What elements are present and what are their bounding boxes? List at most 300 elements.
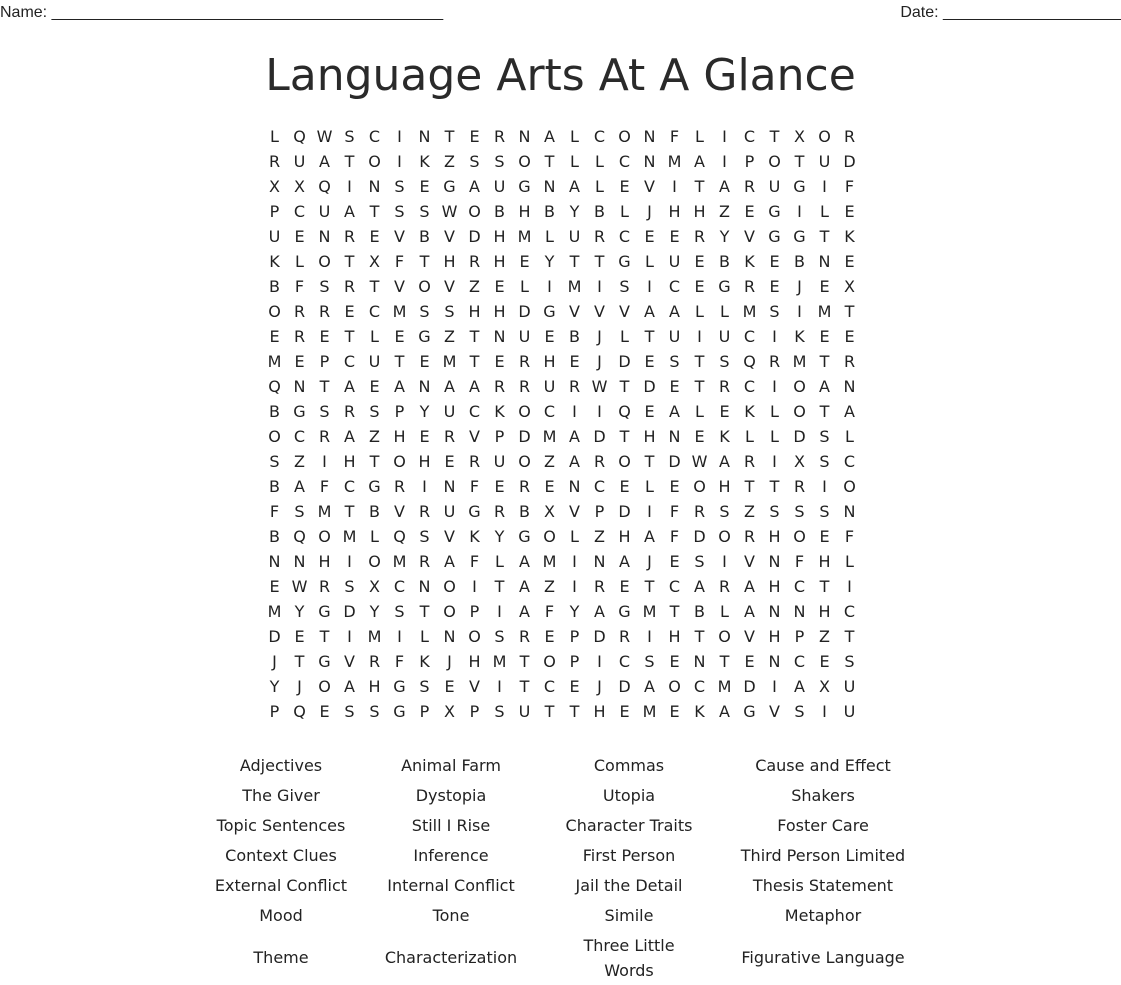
grid-letter[interactable]: T [844,627,855,646]
grid-letter[interactable]: S [394,602,405,621]
grid-letter[interactable]: A [719,702,730,721]
grid-letter[interactable]: G [368,477,381,496]
grid-letter[interactable]: D [593,427,606,446]
grid-letter[interactable]: H [493,252,506,271]
grid-letter[interactable]: K [844,227,855,246]
grid-letter[interactable]: S [794,502,805,521]
grid-letter[interactable]: A [394,377,405,396]
grid-letter[interactable]: L [620,327,629,346]
grid-letter[interactable]: S [819,502,830,521]
grid-letter[interactable]: R [518,477,531,496]
grid-letter[interactable]: O [468,202,481,221]
grid-letter[interactable]: T [569,702,580,721]
grid-letter[interactable]: G [393,677,406,696]
grid-letter[interactable]: E [669,477,680,496]
grid-letter[interactable]: B [494,202,505,221]
grid-letter[interactable]: L [570,152,579,171]
grid-letter[interactable]: A [744,577,755,596]
grid-letter[interactable]: U [518,702,531,721]
grid-letter[interactable]: G [468,502,481,521]
grid-letter[interactable]: O [443,577,456,596]
grid-letter[interactable]: H [493,227,506,246]
grid-letter[interactable]: R [318,302,331,321]
grid-letter[interactable]: E [694,427,705,446]
grid-letter[interactable]: I [772,452,777,471]
grid-letter[interactable]: S [319,277,330,296]
grid-letter[interactable]: T [319,377,330,396]
grid-letter[interactable]: O [518,402,531,421]
grid-letter[interactable]: Y [569,202,580,221]
grid-letter[interactable]: Q [268,377,281,396]
grid-letter[interactable]: I [797,202,802,221]
grid-letter[interactable]: M [792,352,807,371]
grid-letter[interactable]: Q [293,127,306,146]
grid-letter[interactable]: M [492,652,507,671]
grid-letter[interactable]: M [667,152,682,171]
grid-letter[interactable]: N [643,127,656,146]
grid-letter[interactable]: L [370,327,379,346]
grid-letter[interactable]: Q [743,352,756,371]
grid-letter[interactable]: P [419,702,430,721]
grid-letter[interactable]: A [344,427,355,446]
grid-letter[interactable]: S [344,127,355,146]
grid-letter[interactable]: S [269,452,280,471]
grid-letter[interactable]: I [822,177,827,196]
grid-letter[interactable]: R [418,552,431,571]
grid-letter[interactable]: C [343,352,356,371]
grid-letter[interactable]: C [343,477,356,496]
grid-letter[interactable]: E [319,702,330,721]
grid-letter[interactable]: K [794,327,805,346]
grid-letter[interactable]: M [517,227,532,246]
grid-letter[interactable]: K [469,527,480,546]
grid-letter[interactable]: R [418,502,431,521]
grid-letter[interactable]: E [494,477,505,496]
grid-letter[interactable]: A [319,152,330,171]
grid-letter[interactable]: S [719,502,730,521]
grid-letter[interactable]: U [568,227,581,246]
grid-letter[interactable]: S [719,352,730,371]
grid-letter[interactable]: E [819,527,830,546]
grid-letter[interactable]: V [744,227,755,246]
grid-letter[interactable]: F [844,177,855,196]
grid-letter[interactable]: T [619,377,630,396]
grid-letter[interactable]: F [669,127,680,146]
grid-letter[interactable]: O [843,477,856,496]
grid-letter[interactable]: J [447,652,452,671]
grid-letter[interactable]: R [718,577,731,596]
grid-letter[interactable]: R [318,577,331,596]
grid-letter[interactable]: A [344,202,355,221]
grid-letter[interactable]: Y [269,677,280,696]
grid-letter[interactable]: E [644,352,655,371]
grid-letter[interactable]: J [597,327,602,346]
grid-letter[interactable]: U [843,702,856,721]
grid-letter[interactable]: H [668,202,681,221]
grid-letter[interactable]: K [419,652,430,671]
grid-letter[interactable]: D [468,227,481,246]
grid-letter[interactable]: D [343,602,356,621]
grid-letter[interactable]: C [743,377,756,396]
grid-letter[interactable]: R [743,452,756,471]
grid-letter[interactable]: O [318,677,331,696]
grid-letter[interactable]: S [294,502,305,521]
grid-letter[interactable]: S [494,627,505,646]
grid-letter[interactable]: A [519,602,530,621]
grid-letter[interactable]: Y [419,402,430,421]
grid-letter[interactable]: H [343,452,356,471]
grid-letter[interactable]: A [694,577,705,596]
grid-letter[interactable]: L [295,252,304,271]
grid-letter[interactable]: L [570,127,579,146]
grid-letter[interactable]: A [694,152,705,171]
grid-letter[interactable]: S [419,677,430,696]
grid-letter[interactable]: W [441,202,458,221]
grid-letter[interactable]: G [618,252,631,271]
grid-letter[interactable]: F [844,527,855,546]
grid-letter[interactable]: H [468,652,481,671]
grid-letter[interactable]: E [269,327,280,346]
grid-letter[interactable]: X [444,702,455,721]
grid-letter[interactable]: O [368,152,381,171]
grid-letter[interactable]: R [743,527,756,546]
grid-letter[interactable]: N [418,577,431,596]
grid-letter[interactable]: F [669,527,680,546]
grid-letter[interactable]: O [268,427,281,446]
grid-letter[interactable]: O [268,302,281,321]
grid-letter[interactable]: O [393,452,406,471]
grid-letter[interactable]: W [591,377,608,396]
grid-letter[interactable]: S [369,402,380,421]
grid-letter[interactable]: C [843,452,856,471]
grid-letter[interactable]: V [644,177,655,196]
grid-letter[interactable]: H [643,427,656,446]
grid-letter[interactable]: T [569,252,580,271]
grid-letter[interactable]: O [693,477,706,496]
grid-letter[interactable]: I [822,702,827,721]
grid-letter[interactable]: I [822,477,827,496]
grid-letter[interactable]: R [318,427,331,446]
grid-letter[interactable]: L [770,427,779,446]
grid-letter[interactable]: M [642,702,657,721]
grid-letter[interactable]: W [691,452,708,471]
grid-letter[interactable]: G [318,652,331,671]
grid-letter[interactable]: H [393,427,406,446]
grid-letter[interactable]: H [768,527,781,546]
grid-letter[interactable]: T [544,152,555,171]
grid-letter[interactable]: C [618,152,631,171]
grid-letter[interactable]: E [569,677,580,696]
grid-letter[interactable]: N [293,552,306,571]
grid-letter[interactable]: A [569,427,580,446]
grid-letter[interactable]: L [770,402,779,421]
grid-letter[interactable]: W [316,127,333,146]
grid-letter[interactable]: M [392,302,407,321]
grid-letter[interactable]: C [468,402,481,421]
grid-letter[interactable]: R [493,127,506,146]
grid-letter[interactable]: T [494,577,505,596]
grid-letter[interactable]: T [594,252,605,271]
grid-letter[interactable]: V [744,627,755,646]
grid-letter[interactable]: Q [293,702,306,721]
grid-letter[interactable]: I [647,277,652,296]
grid-letter[interactable]: E [344,302,355,321]
grid-letter[interactable]: B [419,227,430,246]
grid-letter[interactable]: T [319,627,330,646]
grid-letter[interactable]: U [443,402,456,421]
grid-letter[interactable]: S [444,302,455,321]
grid-letter[interactable]: E [694,252,705,271]
grid-letter[interactable]: G [418,327,431,346]
grid-letter[interactable]: C [693,677,706,696]
grid-letter[interactable]: S [419,202,430,221]
grid-letter[interactable]: I [347,552,352,571]
grid-letter[interactable]: V [394,502,405,521]
grid-letter[interactable]: I [597,402,602,421]
grid-letter[interactable]: F [394,652,405,671]
grid-letter[interactable]: P [269,702,280,721]
grid-letter[interactable]: K [269,252,280,271]
grid-letter[interactable]: C [793,577,806,596]
grid-letter[interactable]: U [493,452,506,471]
grid-letter[interactable]: G [318,602,331,621]
grid-letter[interactable]: K [719,427,730,446]
grid-letter[interactable]: C [543,677,556,696]
grid-letter[interactable]: A [644,302,655,321]
grid-letter[interactable]: L [520,277,529,296]
grid-letter[interactable]: S [694,552,705,571]
grid-letter[interactable]: O [768,152,781,171]
grid-letter[interactable]: T [419,252,430,271]
grid-letter[interactable]: I [497,677,502,696]
grid-letter[interactable]: O [793,527,806,546]
grid-letter[interactable]: C [743,327,756,346]
grid-letter[interactable]: Z [719,202,730,221]
grid-letter[interactable]: Z [444,327,455,346]
grid-letter[interactable]: F [544,602,555,621]
grid-letter[interactable]: U [318,202,331,221]
grid-letter[interactable]: K [694,702,705,721]
grid-letter[interactable]: H [518,202,531,221]
grid-letter[interactable]: E [619,577,630,596]
grid-letter[interactable]: R [593,227,606,246]
grid-letter[interactable]: S [494,152,505,171]
grid-letter[interactable]: B [269,277,280,296]
grid-letter[interactable]: I [772,377,777,396]
grid-letter[interactable]: O [318,527,331,546]
grid-letter[interactable]: F [269,502,280,521]
grid-letter[interactable]: F [394,252,405,271]
grid-letter[interactable]: G [793,227,806,246]
grid-letter[interactable]: V [619,302,630,321]
grid-letter[interactable]: G [618,602,631,621]
grid-letter[interactable]: I [322,452,327,471]
grid-letter[interactable]: C [743,127,756,146]
grid-letter[interactable]: C [668,277,681,296]
grid-letter[interactable]: J [597,352,602,371]
grid-letter[interactable]: E [419,177,430,196]
grid-letter[interactable]: N [693,652,706,671]
grid-letter[interactable]: D [618,352,631,371]
grid-letter[interactable]: J [297,677,302,696]
grid-letter[interactable]: V [444,227,455,246]
grid-letter[interactable]: T [819,227,830,246]
grid-letter[interactable]: T [819,577,830,596]
grid-letter[interactable]: H [693,202,706,221]
grid-letter[interactable]: X [369,577,380,596]
grid-letter[interactable]: B [519,502,530,521]
grid-letter[interactable]: U [268,227,281,246]
grid-letter[interactable]: L [720,302,729,321]
grid-letter[interactable]: R [343,402,356,421]
grid-letter[interactable]: B [369,502,380,521]
grid-letter[interactable]: T [519,652,530,671]
grid-letter[interactable]: E [619,702,630,721]
grid-letter[interactable]: R [593,577,606,596]
grid-letter[interactable]: T [444,127,455,146]
grid-letter[interactable]: S [819,452,830,471]
grid-letter[interactable]: B [544,202,555,221]
grid-letter[interactable]: N [818,252,831,271]
grid-letter[interactable]: A [469,377,480,396]
grid-letter[interactable]: E [544,327,555,346]
grid-letter[interactable]: C [618,652,631,671]
grid-letter[interactable]: E [669,652,680,671]
grid-letter[interactable]: J [647,202,652,221]
grid-letter[interactable]: E [394,327,405,346]
grid-letter[interactable]: J [272,652,277,671]
date-field[interactable]: Date: ____________________ [900,4,1121,21]
grid-letter[interactable]: C [668,577,681,596]
grid-letter[interactable]: A [669,302,680,321]
grid-letter[interactable]: T [644,452,655,471]
grid-letter[interactable]: A [544,127,555,146]
grid-letter[interactable]: A [744,602,755,621]
grid-letter[interactable]: E [544,477,555,496]
grid-letter[interactable]: I [497,602,502,621]
grid-letter[interactable]: V [394,227,405,246]
grid-letter[interactable]: A [719,452,730,471]
grid-letter[interactable]: I [772,327,777,346]
grid-letter[interactable]: S [769,302,780,321]
grid-letter[interactable]: X [369,252,380,271]
grid-letter[interactable]: R [518,352,531,371]
grid-letter[interactable]: E [844,202,855,221]
grid-letter[interactable]: G [793,177,806,196]
grid-letter[interactable]: F [469,552,480,571]
grid-letter[interactable]: D [618,677,631,696]
grid-letter[interactable]: R [568,377,581,396]
grid-letter[interactable]: D [518,302,531,321]
grid-letter[interactable]: A [444,552,455,571]
grid-letter[interactable]: R [743,177,756,196]
grid-letter[interactable]: C [368,302,381,321]
grid-letter[interactable]: G [518,527,531,546]
grid-letter[interactable]: G [768,202,781,221]
grid-letter[interactable]: F [669,502,680,521]
grid-letter[interactable]: N [843,502,856,521]
grid-letter[interactable]: T [669,602,680,621]
grid-letter[interactable]: Y [369,602,380,621]
grid-letter[interactable]: E [269,577,280,596]
grid-letter[interactable]: I [697,327,702,346]
grid-letter[interactable]: T [694,377,705,396]
grid-letter[interactable]: A [594,602,605,621]
grid-letter[interactable]: E [744,652,755,671]
grid-letter[interactable]: P [569,652,580,671]
grid-letter[interactable]: E [519,252,530,271]
grid-letter[interactable]: Y [569,602,580,621]
grid-letter[interactable]: I [347,627,352,646]
grid-letter[interactable]: E [569,352,580,371]
grid-letter[interactable]: Z [544,577,555,596]
grid-letter[interactable]: I [722,552,727,571]
grid-letter[interactable]: T [819,402,830,421]
grid-letter[interactable]: T [419,602,430,621]
grid-letter[interactable]: Y [719,227,730,246]
grid-letter[interactable]: L [645,252,654,271]
grid-letter[interactable]: E [294,227,305,246]
grid-letter[interactable]: F [794,552,805,571]
grid-letter[interactable]: H [818,602,831,621]
grid-letter[interactable]: Y [494,527,505,546]
grid-letter[interactable]: O [468,627,481,646]
grid-letter[interactable]: T [644,327,655,346]
grid-letter[interactable]: L [845,427,854,446]
grid-letter[interactable]: A [569,452,580,471]
grid-letter[interactable]: L [495,552,504,571]
grid-letter[interactable]: H [368,677,381,696]
grid-letter[interactable]: B [269,527,280,546]
grid-letter[interactable]: S [369,702,380,721]
grid-letter[interactable]: R [743,277,756,296]
grid-letter[interactable]: E [744,202,755,221]
grid-letter[interactable]: N [843,377,856,396]
grid-letter[interactable]: Z [594,527,605,546]
grid-letter[interactable]: T [394,352,405,371]
grid-letter[interactable]: M [642,602,657,621]
grid-letter[interactable]: N [768,652,781,671]
grid-letter[interactable]: N [518,127,531,146]
grid-letter[interactable]: C [393,577,406,596]
grid-letter[interactable]: R [718,377,731,396]
grid-letter[interactable]: T [694,177,705,196]
grid-letter[interactable]: Z [469,277,480,296]
grid-letter[interactable]: N [668,427,681,446]
grid-letter[interactable]: A [794,677,805,696]
grid-letter[interactable]: E [294,352,305,371]
grid-letter[interactable]: N [368,177,381,196]
grid-letter[interactable]: L [745,427,754,446]
grid-letter[interactable]: M [267,352,282,371]
grid-letter[interactable]: E [294,627,305,646]
grid-letter[interactable]: A [469,177,480,196]
grid-letter[interactable]: S [419,302,430,321]
grid-letter[interactable]: R [843,352,856,371]
grid-letter[interactable]: M [567,277,582,296]
grid-letter[interactable]: R [593,452,606,471]
grid-letter[interactable]: A [819,377,830,396]
grid-letter[interactable]: C [843,602,856,621]
grid-letter[interactable]: M [742,302,757,321]
grid-letter[interactable]: T [344,252,355,271]
grid-letter[interactable]: T [294,652,305,671]
grid-letter[interactable]: U [668,252,681,271]
grid-letter[interactable]: R [468,452,481,471]
grid-letter[interactable]: T [469,327,480,346]
grid-letter[interactable]: S [669,352,680,371]
grid-letter[interactable]: G [293,402,306,421]
